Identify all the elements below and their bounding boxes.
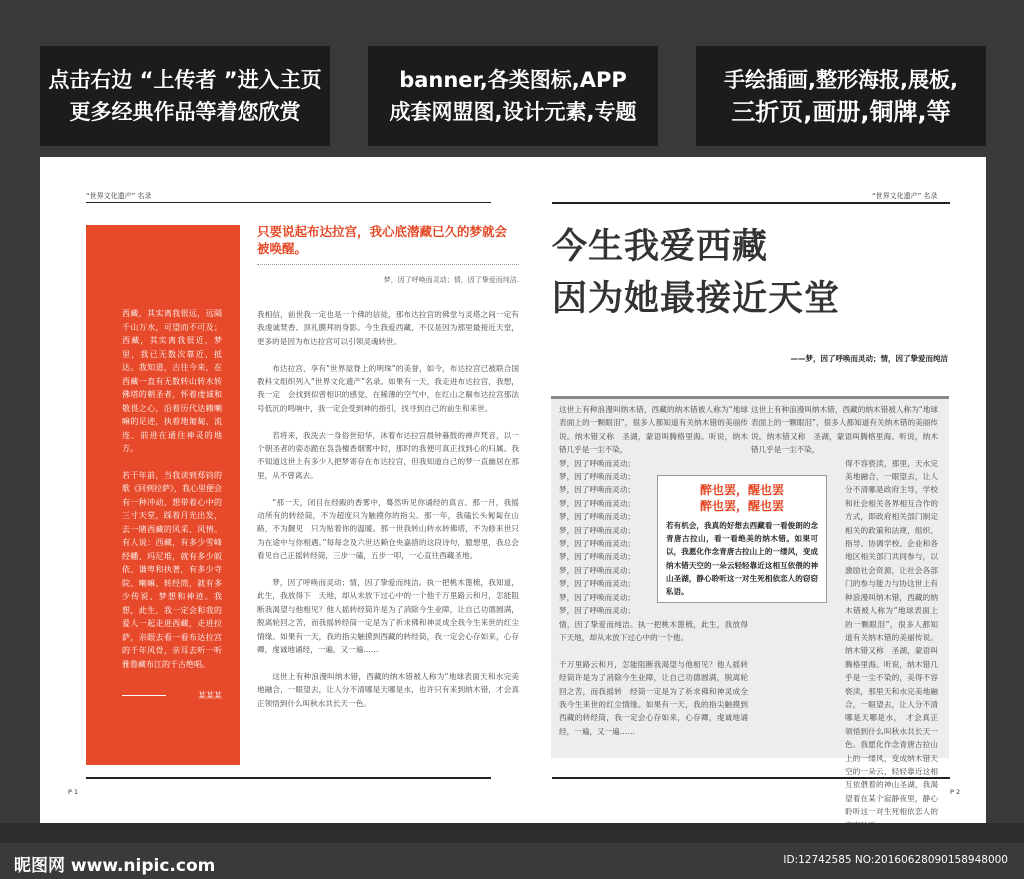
signature: [122, 689, 222, 703]
body-paragraph: 梦，因了呼唤而灵动；情，因了挚爱而纯洁。执一把桃木篦梳，我知道，此生，我放得下 天地，却从未放下过心中的一个他千万里路云和月，怎能阻断我渴望与他相见？他人摇转经筒许是为了消除今生业障，让自己功德圆满，脱离轮回之苦，而我摇转经筒一定是为了祈求佛和神灵成全我今生来世的红尘情缘。如果有一天，我的指尖触摸到西藏的转经筒，我一定会心存如来，心存卿，虔诚地诵经，一遍，又一遍……: [257, 578, 519, 655]
red-paragraph: 若干年前，当我读到郑钧的歌《回到拉萨》，我心里便会有一种冲动，想带着心中的三寸天堂，踩着月光出发，去一睹西藏的风采、风情。有人说：西藏，有多少雪峰经幡、玛尼堆，就有多少皈依、谦卑和执著，有多少寺院、喇嘛、转经筒，就有多少传说、梦想和神迹。我想，此生，我一定会和我的爱人一起走进西藏，走进拉萨，亲眼去看一看布达拉宫的千年风骨，亲耳去听一听雅鲁藏布江的千古绝唱。: [122, 470, 222, 669]
left-page-header: “世界文化遗产” 名录: [86, 192, 152, 200]
right-bottom-rule: [552, 777, 950, 779]
right-column-b: [751, 403, 938, 845]
repeat-line: 梦，因了呼唤而灵动；: [559, 485, 635, 495]
spread-shadow: [0, 823, 1024, 843]
column-intro: 这世上有种浪漫叫纳木错，西藏的纳木错被人称为“地球表面上的一颗眼泪”，很多人都知道有关纳木错的美丽传说。纳木错又称 圣湖，蒙语叫腾格里海。听说，纳木错几乎是一尘不染，: [559, 405, 748, 455]
watermark-footer: [0, 843, 1024, 879]
lead-caption: 梦，因了呼唤而灵动；情，因了挚爱而纯洁.: [383, 276, 519, 284]
body-paragraph: “那一天，闭目在经殿的香雾中，蓦然听见你诵经的真言。那一月，我摇动所有的转经筒，不为超度只为触摸你的指尖。那一年，我磕长头匍匐在山路，不为觐见 只为贴着你的温暖。那一世我转山转水转佛塔，不为修来世只为在途中与你相遇。”每每念及六世达赖仓央嘉措的这段诗句，臆想里，我总会看见自己正摇转经筒，三步一磕，五步一叩，一心直往西藏圣地。: [257, 497, 519, 561]
promo-box-homepage[interactable]: [40, 46, 330, 146]
repeat-line: 梦，因了呼唤而灵动；: [559, 539, 635, 549]
body-paragraph: 这世上有种浪漫叫纳木错，西藏的纳木错被人称为“地球表面天和水完美地融合，一眼望去，让人分不清哪是天哪是水，也许只有来到纳木错，才会真正领悟到什么叫秋水共长天一色。: [257, 671, 519, 708]
promo-line: 手绘插画,整形海报,展板,: [724, 68, 958, 92]
pull-quote-box: [657, 475, 827, 603]
left-bottom-rule: [86, 777, 491, 779]
headline: [552, 221, 952, 325]
pull-quote-body: 若有机会，我真的好想去西藏看一看俊朗的念青唐古拉山，看一看绝美的纳木错。如果可以，我愿化作念青唐古拉山上的一缕风，变成纳木错天空的一朵云轻轻靠近这相互依偎的神山圣湖，静心聆听这一对生死相依恋人的窃窃私语。: [666, 521, 818, 597]
body-paragraph: 若将来，我洗去一身俗世铅华，沐着布达拉宫晨钟暮鼓的禅声梵音，以一个朝圣者的姿态跪在袅袅檀香烟雾中时，那时的我便可真正找到心的归属。我不知道这世上有多少人把梦寄存在布达拉宫，但我知道自己的梦一直幽居在那里，从不曾离去。: [257, 430, 519, 480]
repeat-line: 梦，因了呼唤而灵动；: [559, 606, 635, 616]
page-number-left: P 1: [68, 788, 79, 796]
repeat-line: 梦，因了呼唤而灵动；: [559, 472, 635, 482]
repeat-line: 梦，因了呼唤而灵动；: [559, 592, 635, 602]
pull-quote-title: 醉也罢，醒也罢: [699, 499, 784, 513]
right-page-header: “世界文化遗产” 名录: [872, 192, 938, 200]
site-logo[interactable]: 昵图网 www.nipic.com: [14, 856, 216, 876]
repeat-line: 梦，因了呼唤而灵动；: [559, 498, 635, 508]
page-number-right: P 2: [950, 788, 961, 796]
header-rule: [86, 202, 491, 203]
headline-line: 今生我爱西藏: [552, 227, 769, 267]
magazine-spread: [40, 157, 986, 823]
dotted-divider: [257, 264, 519, 265]
repeat-line: 梦，因了呼唤而灵动；: [559, 565, 635, 575]
image-id: ID:12742585 NO:20160628090158948000: [783, 854, 1008, 866]
body-paragraph: 布达拉宫，享有“世界屋脊上的明珠”的美誉，如今，布达拉宫已被联合国教科文组织列入“世界文化遗产”名录。如果有一天，我走进布达拉宫，我想，我一定 会找到似曾相识的感觉，在稀薄的空气中，在红山之巅布达拉宫那法号低沉的鸣响中，我一定会受到神的指引，找寻到自己的前生和来世。: [257, 363, 519, 413]
red-paragraph: 西藏，其实离我很远，远隔千山万水，可望而不可及；西藏，其实离我很近，梦里，我已无数次靠近、抵达。我知道，古往今来，在西藏一直有无数转山转水转佛塔的朝圣者，怀着虔诚和敬畏之心，沿着历代达赖喇嘛的足迹，执着地匍匐、流连、前进在通往神灵的地方。: [122, 309, 222, 453]
promo-line: banner,各类图标,APP: [399, 68, 627, 92]
body-paragraph: 得不容亵渎，那里，天水完美地融合，一眼望去，让人分不清哪是政府主导，学校和社会相关各界相互合作的方式，即政府相关部门制定相关的政策和法规，组织、指导、协调学校、企业和各地区相关部门共同参与，以激励社会资源，让社会各部门的参与能力与协这世上有种浪漫叫纳木错，西藏的纳木错被人称为“地球表面上的一颗眼泪”，很多人都知道有关纳木错的美丽传说。纳木错又称 圣湖，蒙语叫腾格里海。听说，纳木错几乎是一尘不染的，美得不容亵渎，那里天和水完美地融合，一眼望去，让人分不清哪是天哪是水， 才会真正领悟到什么叫秋水共长天一色。我愿化作念青唐古拉山上的一缕风，变成纳木错天空的一朵云，轻轻靠近这相互依偎着的神山圣湖，我渴望着在某个寂静夜里，静心聆听这一对生死相依恋人的: [845, 458, 938, 817]
headline-line: 因为她最接近天堂: [552, 279, 841, 319]
pull-quote-title: 醉也罢，醒也罢: [699, 483, 784, 497]
red-sidebar-text: [122, 307, 222, 703]
left-body-text: [257, 308, 519, 724]
repeat-line: 梦，因了呼唤而灵动；: [559, 552, 635, 562]
signature-rule: [122, 695, 166, 696]
signature-name: 某某某: [198, 691, 222, 700]
repeat-line: 梦，因了呼唤而灵动；: [559, 512, 635, 522]
promo-line: 三折页,画册,铜牌,等: [731, 98, 951, 126]
repeat-line: 梦，因了呼唤而灵动；: [559, 525, 635, 535]
repeat-line: 梦，因了呼唤而灵动；: [559, 458, 635, 468]
column-tail: 情，因了挚爱而纯洁。执一把桃木篦梳，此生，我放得下天地，却从未放下过心中的一个他。: [559, 619, 748, 642]
promo-box-illustration[interactable]: [696, 46, 986, 146]
body-paragraph: 千万里路云和月，怎能阻断我渴望与他相见？他人摇转经筒许是为了消除今生业障，让自己功德圆满，脱离轮回之苦，而我摇转 经筒一定是为了祈求佛和神灵成全我今生来世的红尘情缘。如果有一天，我的指尖触摸到西藏的转经筒，我一定会心存如来，心存卿，虔诚地诵经，一遍，又一遍……: [559, 659, 748, 736]
promo-line: 成套网盟图,设计元素,专题: [389, 100, 637, 124]
promo-box-banner[interactable]: [368, 46, 658, 146]
lead-quote: 只要说起布达拉宫，我心底潜藏已久的梦就会被唤醒。: [257, 224, 508, 256]
body-paragraph: 我相信，前世我一定也是一个佛的信徒，那布达拉宫的佛堂与灵塔之间一定有我虔诚焚香、顶礼膜拜的身影。今生我爱西藏，不仅是因为那里最接近天堂，更多的是因为布达拉宫可以引领灵魂转世。: [257, 310, 519, 346]
headline-subline: ——梦，因了呼唤而灵动；情，因了挚爱而纯洁: [790, 354, 948, 363]
repeat-line: 梦，因了呼唤而灵动；: [559, 579, 635, 589]
promo-line: 点击右边 “上传者 ”进入主页: [48, 68, 322, 92]
body-paragraph: 这世上有种浪漫叫纳木错，西藏的纳木错被人称为“地球表面上的一颗眼泪”，很多人都知道有关纳木错的美丽传说。纳木错又称 圣湖，蒙语叫腾格里海。听说，纳木错几乎是一尘不染，: [751, 405, 938, 455]
promo-line: 更多经典作品等着您欣赏: [69, 100, 301, 124]
header-rule: [552, 202, 950, 204]
